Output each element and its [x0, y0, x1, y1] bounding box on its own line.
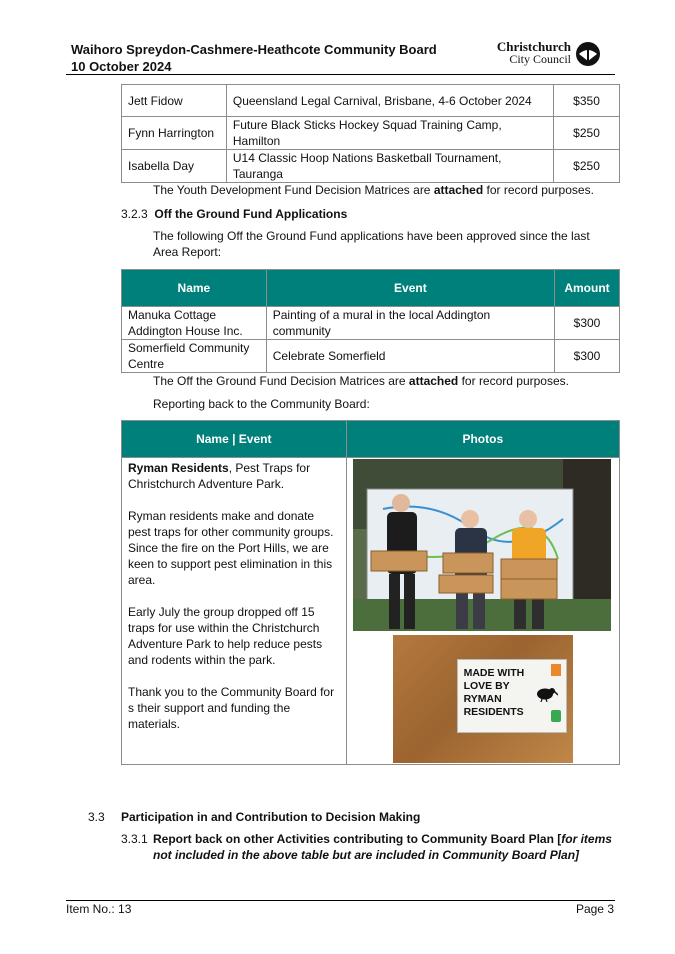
logo-text-line1: Christchurch [496, 39, 571, 54]
table-header-row [122, 421, 620, 458]
table-row [122, 458, 620, 765]
note-text: The Off the Ground Fund Decision Matrices are [153, 374, 409, 388]
column-header-amount: Amount [555, 270, 620, 307]
group-photo [353, 459, 611, 631]
report-paragraph: Early July the group dropped off 15 traps for use within the Christchurch Adventure Park to help reduce pests and rodents within the park. [128, 605, 323, 667]
recipient-name: Isabella Day [122, 150, 227, 183]
section-title: Off the Ground Fund Applications [154, 207, 348, 221]
applicant-amount: $300 [555, 340, 620, 373]
report-paragraph: Thank you to the Community Board for s their support and funding the materials. [128, 685, 335, 731]
council-emblem-icon [575, 41, 601, 67]
table-row [122, 85, 620, 117]
sign-logo-icon [551, 710, 561, 722]
column-header-photos: Photos [346, 421, 619, 458]
section-number: 3.3.1 [121, 832, 148, 846]
otg-intro: The following Off the Ground Fund applications have been approved since the last Area Report: [153, 229, 590, 259]
board-name: Waihoro Spreydon-Cashmere-Heathcote Community Board [71, 42, 437, 57]
recipient-name: Fynn Harrington [122, 117, 227, 150]
event-name: , Pest Traps for Christchurch Adventure Park. [128, 461, 311, 491]
note-bold-text: attached [433, 183, 484, 197]
column-header-event: Event [266, 270, 554, 307]
section-number: 3.2.3 [121, 207, 148, 221]
applicant-name: Somerfield Community Centre [122, 340, 267, 373]
note-text: The Youth Development Fund Decision Matrices are [153, 183, 434, 197]
table-header-row [122, 270, 620, 307]
report-paragraph: Ryman residents make and donate pest traps for other community groups. Since the fire on the Port Hills, we are keen to support pest elimination in this area. [128, 509, 334, 587]
document-header [71, 41, 437, 75]
table-row [122, 117, 620, 150]
sign-text: MADE WITH LOVE BY RYMAN RESIDENTS [463, 667, 525, 718]
kiwi-bird-icon [534, 686, 558, 702]
table-row [122, 340, 620, 373]
recipient-event: Future Black Sticks Hockey Squad Training Camp, Hamilton [226, 117, 553, 150]
applicant-name: Manuka Cottage Addington House Inc. [122, 307, 267, 340]
page-number: Page 3 [575, 902, 614, 916]
note-bold-text: attached [408, 374, 459, 388]
section-number: 3.3 [88, 810, 105, 824]
logo-text-line2: City Council [509, 52, 571, 66]
recipient-event: U14 Classic Hoop Nations Basketball Tournament, Tauranga [226, 150, 553, 183]
applicant-event: Celebrate Somerfield [266, 340, 554, 373]
recipient-name: Jett Fidow [122, 85, 227, 117]
report-back-table [121, 420, 620, 765]
sign-badge-icon [551, 664, 561, 676]
note-text: for record purposes. [483, 183, 594, 197]
recipient-event: Queensland Legal Carnival, Brisbane, 4-6 October 2024 [226, 85, 553, 117]
recipient-amount: $250 [554, 117, 620, 150]
meeting-date: 10 October 2024 [71, 59, 172, 74]
table-row [122, 150, 620, 183]
ryman-sign [457, 659, 567, 733]
table-row [122, 307, 620, 340]
header-rule [66, 74, 615, 75]
trap-photo [393, 635, 573, 763]
section-3-2-3-heading [121, 206, 347, 222]
reporting-back-label: Reporting back to the Community Board: [153, 397, 370, 411]
council-logo [497, 40, 601, 70]
applicant-amount: $300 [555, 307, 620, 340]
recipient-amount: $250 [554, 150, 620, 183]
footer-rule [66, 900, 615, 901]
section-3-3-1-title [153, 831, 615, 863]
recipient-amount: $350 [554, 85, 620, 117]
section-title: Participation in and Contribution to Decision Making [121, 810, 421, 824]
report-title [128, 460, 340, 492]
note-text: for record purposes. [458, 374, 569, 388]
report-photos [346, 458, 619, 765]
otg-fund-table [121, 269, 620, 373]
youth-fund-table [121, 84, 620, 183]
section-title-italic: for items not included in the above table but are included in Community Board Plan] [153, 832, 612, 862]
group-name: Ryman Residents [128, 461, 229, 475]
otg-matrices-note [153, 373, 569, 389]
column-header-name: Name [122, 270, 267, 307]
youth-matrices-note [153, 182, 594, 198]
column-header-name-event: Name | Event [122, 421, 347, 458]
applicant-event: Painting of a mural in the local Addington community [266, 307, 554, 340]
item-number: Item No.: 13 [66, 902, 132, 916]
section-3-3-heading [88, 809, 105, 825]
section-title: Report back on other Activities contributing to Community Board Plan [ [153, 832, 562, 846]
report-description [122, 458, 347, 765]
